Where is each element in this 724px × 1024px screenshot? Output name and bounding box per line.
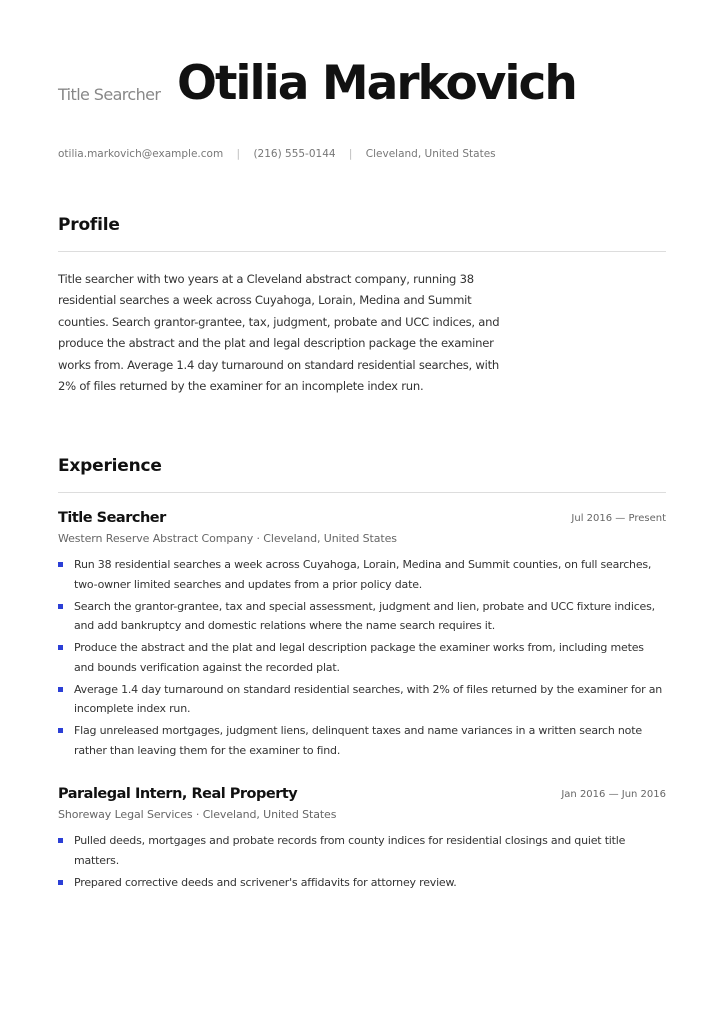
bullet-item (58, 831, 666, 870)
bullet-marker (58, 562, 63, 567)
job-company: Western Reserve Abstract Company · Cleveland, United States (58, 532, 397, 545)
job-dates: Jan 2016 — Jun 2016 (561, 789, 666, 800)
bullet-item (58, 638, 666, 677)
job-title-label: Title Searcher (58, 85, 161, 104)
bullet-text: Search the grantor-grantee, tax and special assessment, judgment and lien, probate and UCC fixture indices, and add bankruptcy and domestic relations where the name search requires it. (74, 599, 655, 632)
experience-heading: Experience (58, 456, 162, 476)
contact-separator: | (236, 148, 241, 160)
bullet-marker (58, 880, 63, 885)
resume-header (58, 52, 666, 116)
bullet-text: Run 38 residential searches a week across Cuyahoga, Lorain, Medina and Summit counties, on full searches, two-owner limited searches and updates from a prior policy date. (74, 558, 652, 591)
profile-heading: Profile (58, 215, 120, 235)
bullet-text: Pulled deeds, mortgages and probate records from county indices for residential closings and quiet title matters. (74, 834, 626, 867)
bullet-item (58, 680, 666, 719)
profile-divider (58, 251, 666, 252)
bullet-marker (58, 645, 63, 650)
bullet-marker (58, 838, 63, 843)
job-dates: Jul 2016 — Present (571, 513, 666, 524)
bullet-item (58, 555, 666, 594)
bullet-text: Produce the abstract and the plat and legal description package the examiner works from, including metes and bounds verification against the recorded plat. (74, 641, 644, 674)
bullet-text: Average 1.4 day turnaround on standard residential searches, with 2% of files returned by the examiner for an incomplete index run. (74, 682, 663, 715)
contact-phone: (216) 555-0144 (253, 148, 336, 160)
candidate-name: Otilia Markovich (177, 56, 576, 111)
job-bullets (58, 555, 666, 760)
bullet-marker (58, 604, 63, 609)
job-bullets (58, 831, 666, 892)
bullet-item (58, 873, 666, 893)
bullet-text: Flag unreleased mortgages, judgment liens, delinquent taxes and name variances in a written search note rather than leaving them for the examiner to find. (74, 724, 642, 757)
experience-entry (58, 786, 666, 895)
experience-divider (58, 492, 666, 493)
bullet-text: Prepared corrective deeds and scrivener's affidavits for attorney review. (74, 875, 457, 889)
contact-line (58, 148, 496, 160)
job-company: Shoreway Legal Services · Cleveland, United States (58, 808, 337, 821)
experience-entry (58, 510, 666, 763)
bullet-marker (58, 687, 63, 692)
profile-summary: Title searcher with two years at a Cleveland abstract company, running 38 residential searches a week across Cuyahoga, Lorain, Medina and Summit counties. Search grantor-grantee, tax, judgment, probate and UCC indices, and produce the abstract and the plat and legal description package the examiner works from. Average 1.4 day turnaround on standard residential searches, with 2% of files returned by the examiner for an incomplete index run. (58, 272, 500, 394)
contact-location: Cleveland, United States (365, 148, 496, 160)
bullet-item (58, 597, 666, 636)
contact-separator: | (348, 148, 353, 160)
job-role: Paralegal Intern, Real Property (58, 786, 298, 802)
bullet-marker (58, 728, 63, 733)
job-role: Title Searcher (58, 510, 166, 526)
contact-email: otilia.markovich@example.com (58, 148, 224, 160)
bullet-item (58, 721, 666, 760)
